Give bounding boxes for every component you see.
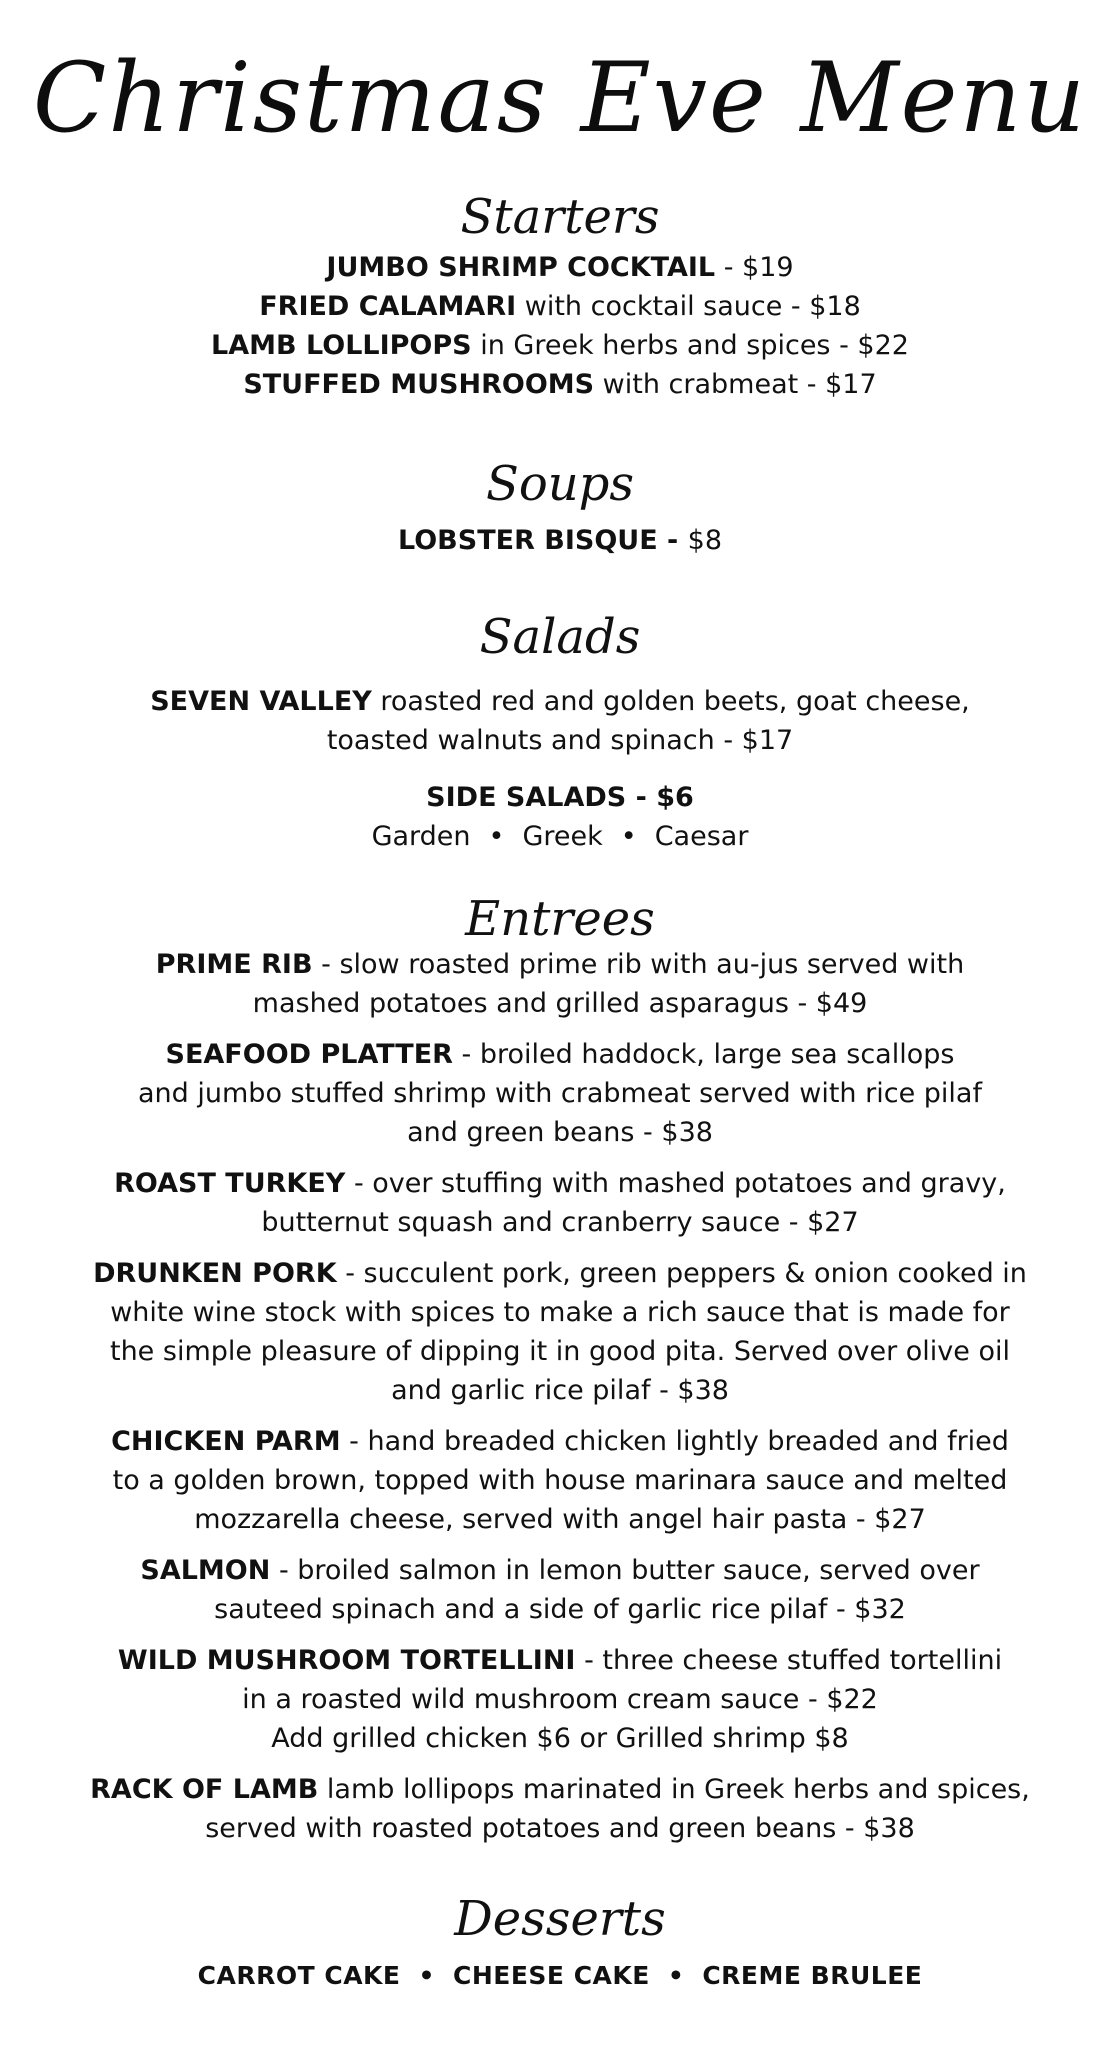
menu-item — [60, 1641, 1060, 1758]
desserts-list — [60, 1958, 1060, 1994]
soups-list — [60, 521, 1060, 560]
item-detail: with crabmeat - $17 — [594, 369, 877, 400]
item-detail-line: and garlic rice pilaf - $38 — [391, 1375, 729, 1406]
menu-item — [60, 287, 1060, 326]
item-detail-line: white wine stock with spices to make a rich sauce that is made for — [110, 1297, 1010, 1328]
item-detail: - broiled salmon in lemon butter sauce, served over — [270, 1555, 980, 1586]
menu-item — [60, 326, 1060, 365]
item-name: JUMBO SHRIMP COCKTAIL — [326, 252, 716, 283]
item-name: STUFFED MUSHROOMS — [243, 369, 595, 400]
menu-item — [60, 1254, 1060, 1410]
menu-title: Christmas Eve Menu — [32, 42, 1088, 154]
item-detail: roasted red and golden beets, goat cheese, — [371, 686, 970, 717]
item-name: WILD MUSHROOM TORTELLINI — [117, 1645, 576, 1676]
menu-item — [60, 1164, 1060, 1242]
item-detail: - hand breaded chicken lightly breaded and fried — [340, 1426, 1009, 1457]
item-detail-line: mozzarella cheese, served with angel hair pasta - $27 — [194, 1504, 926, 1535]
bullet-separator: • — [418, 1961, 435, 1990]
item-detail: in Greek herbs and spices - $22 — [471, 330, 909, 361]
item-detail: with cocktail sauce - $18 — [516, 291, 861, 322]
option-label: Greek — [522, 821, 603, 852]
item-detail: - over stuffing with mashed potatoes and gravy, — [345, 1168, 1006, 1199]
item-detail: - slow roasted prime rib with au-jus served with — [312, 949, 965, 980]
soups-heading: Soups — [485, 456, 635, 512]
dessert-item: CREME BRULEE — [702, 1961, 923, 1990]
option-label: Garden — [371, 821, 471, 852]
menu-item — [60, 365, 1060, 404]
item-detail-line: in a roasted wild mushroom cream sauce - $22 — [242, 1684, 878, 1715]
desserts-line — [60, 1958, 1060, 1994]
starters-list — [60, 248, 1060, 404]
option-label: Caesar — [654, 821, 749, 852]
item-detail-line: sauteed spinach and a side of garlic rice pilaf - $32 — [214, 1594, 906, 1625]
item-detail-line: to a golden brown, topped with house marinara sauce and melted — [112, 1465, 1008, 1496]
item-name: FRIED CALAMARI — [259, 291, 517, 322]
item-name: ROAST TURKEY — [114, 1168, 346, 1199]
menu-item — [60, 682, 1060, 721]
item-detail-line: and jumbo stuffed shrimp with crabmeat served with rice pilaf — [138, 1078, 982, 1109]
starters-heading: Starters — [460, 189, 660, 245]
item-detail-line: toasted walnuts and spinach - $17 — [326, 725, 794, 756]
item-name: DRUNKEN PORK — [93, 1258, 337, 1289]
item-name: PRIME RIB — [155, 949, 313, 980]
item-detail: - three cheese stuffed tortellini — [575, 1645, 1003, 1676]
item-detail-line: Add grilled chicken $6 or Grilled shrimp $8 — [271, 1723, 849, 1754]
item-name: SEVEN VALLEY — [150, 686, 372, 717]
side-salads-title: SIDE SALADS - $6 — [426, 782, 694, 813]
bullet-separator: • — [488, 821, 505, 852]
item-detail: $8 — [687, 525, 723, 556]
item-detail-line: served with roasted potatoes and green beans - $38 — [205, 1813, 915, 1844]
desserts-heading: Desserts — [454, 1891, 666, 1947]
item-name: RACK OF LAMB — [90, 1774, 319, 1805]
menu-item — [60, 521, 1060, 560]
bullet-separator: • — [667, 1961, 685, 1990]
dessert-item: CARROT CAKE — [197, 1961, 401, 1990]
item-name: LAMB LOLLIPOPS — [211, 330, 472, 361]
item-name: SEAFOOD PLATTER — [165, 1039, 453, 1070]
item-detail: - $19 — [715, 252, 794, 283]
bullet-separator: • — [620, 821, 637, 852]
item-detail: lamb lollipops marinated in Greek herbs and spices, — [318, 1774, 1030, 1805]
item-detail: - broiled haddock, large sea scallops — [452, 1039, 955, 1070]
menu-item — [60, 1770, 1060, 1848]
entrees-heading: Entrees — [465, 891, 655, 947]
menu-item — [60, 945, 1060, 1023]
item-detail-line: butternut squash and cranberry sauce - $27 — [261, 1207, 859, 1238]
item-detail-line: and green beans - $38 — [407, 1117, 713, 1148]
salads-heading: Salads — [479, 609, 641, 665]
menu-item — [60, 1422, 1060, 1539]
salads-list — [60, 682, 1060, 856]
item-detail-line: mashed potatoes and grilled asparagus - $49 — [252, 988, 868, 1019]
item-name: LOBSTER BISQUE - — [397, 525, 688, 556]
entrees-list — [60, 945, 1060, 1848]
dessert-item: CHEESE CAKE — [452, 1961, 650, 1990]
item-detail: - succulent pork, green peppers & onion cooked in — [336, 1258, 1027, 1289]
menu-item — [60, 1035, 1060, 1152]
item-name: CHICKEN PARM — [111, 1426, 341, 1457]
menu-item — [60, 248, 1060, 287]
side-salads-options — [60, 817, 1060, 856]
menu-item — [60, 1551, 1060, 1629]
item-detail-line: the simple pleasure of dipping it in good pita. Served over olive oil — [109, 1336, 1010, 1367]
item-name: SALMON — [140, 1555, 271, 1586]
